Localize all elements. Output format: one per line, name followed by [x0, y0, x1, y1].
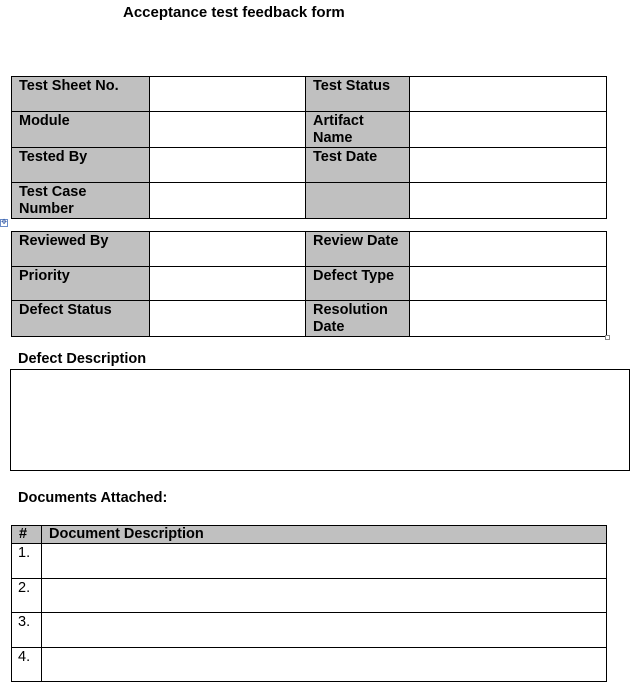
- table-header-row: [12, 526, 607, 544]
- artifact-name-label: Artifact Name: [306, 112, 410, 148]
- defect-description-field[interactable]: [10, 369, 630, 471]
- table-row: [12, 112, 607, 148]
- row-number: 3.: [12, 613, 42, 648]
- document-description-field[interactable]: [42, 544, 607, 579]
- document-description-field[interactable]: [42, 613, 607, 648]
- table-row: [12, 613, 607, 648]
- table-row: [12, 267, 607, 301]
- module-field[interactable]: [150, 112, 306, 148]
- priority-field[interactable]: [150, 267, 306, 301]
- empty-value-field[interactable]: [410, 183, 607, 219]
- defect-description-label: Defect Description: [18, 351, 147, 367]
- tested-by-field[interactable]: [150, 148, 306, 183]
- documents-attached-label: Documents Attached:: [18, 490, 168, 506]
- table-row: [12, 77, 607, 112]
- test-info-table: [11, 76, 607, 219]
- test-case-number-field[interactable]: [150, 183, 306, 219]
- empty-label-cell: [306, 183, 410, 219]
- row-number: 2.: [12, 579, 42, 613]
- document-description-field[interactable]: [42, 648, 607, 682]
- module-label: Module: [12, 112, 150, 148]
- defect-type-field[interactable]: [410, 267, 607, 301]
- reviewed-by-field[interactable]: [150, 232, 306, 267]
- number-column-header: #: [12, 526, 42, 544]
- document-description-field[interactable]: [42, 579, 607, 613]
- table-row: [12, 232, 607, 267]
- resize-handle-icon[interactable]: [605, 335, 610, 340]
- test-sheet-no-label: Test Sheet No.: [12, 77, 150, 112]
- table-row: [12, 544, 607, 579]
- test-date-field[interactable]: [410, 148, 607, 183]
- table-row: [12, 183, 607, 219]
- resolution-date-label: Resolution Date: [306, 301, 410, 337]
- table-row: [12, 148, 607, 183]
- test-date-label: Test Date: [306, 148, 410, 183]
- defect-status-label: Defect Status: [12, 301, 150, 337]
- documents-table: [11, 525, 607, 682]
- reviewed-by-label: Reviewed By: [12, 232, 150, 267]
- table-row: [12, 579, 607, 613]
- priority-label: Priority: [12, 267, 150, 301]
- table-row: [12, 648, 607, 682]
- test-status-field[interactable]: [410, 77, 607, 112]
- document-description-column-header: Document Description: [42, 526, 607, 544]
- table-row: [12, 301, 607, 337]
- row-number: 4.: [12, 648, 42, 682]
- review-date-label: Review Date: [306, 232, 410, 267]
- move-icon[interactable]: ✥: [1, 219, 7, 226]
- defect-status-field[interactable]: [150, 301, 306, 337]
- test-status-label: Test Status: [306, 77, 410, 112]
- tested-by-label: Tested By: [12, 148, 150, 183]
- artifact-name-field[interactable]: [410, 112, 607, 148]
- test-sheet-no-field[interactable]: [150, 77, 306, 112]
- form-title: Acceptance test feedback form: [123, 4, 345, 21]
- test-case-number-label: Test Case Number: [12, 183, 150, 219]
- review-date-field[interactable]: [410, 232, 607, 267]
- defect-type-label: Defect Type: [306, 267, 410, 301]
- resolution-date-field[interactable]: [410, 301, 607, 337]
- row-number: 1.: [12, 544, 42, 579]
- review-info-table: [11, 231, 607, 337]
